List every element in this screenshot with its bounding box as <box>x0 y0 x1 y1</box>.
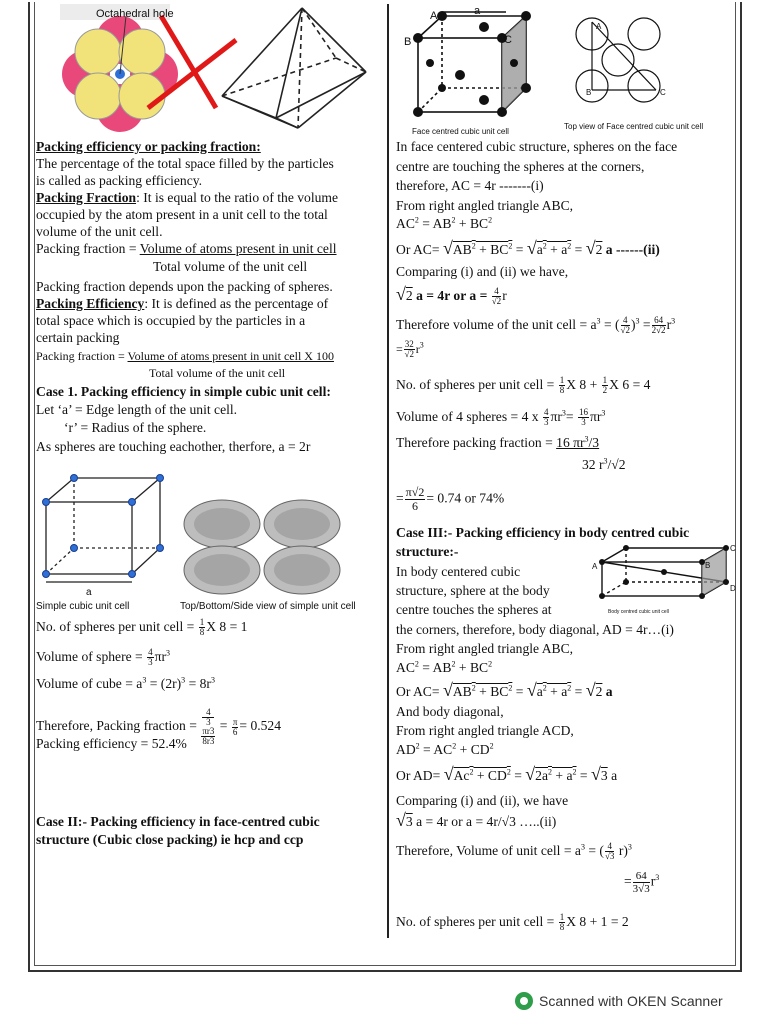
fcc-a-eq: √2 a = 4r or a = $\frac{4}{√2}$ r <box>396 284 507 307</box>
fcc-text-2: centre are touching the spheres at the corners, <box>396 159 645 174</box>
bcc-or-ad: Or $AD= √Ac^2 + CD^2 = √2a^2 + a^2 = √3$ a <box>396 764 618 784</box>
peff-formula-lhs: Packing fraction = <box>36 349 128 363</box>
peff-def-3: certain packing <box>36 330 120 345</box>
bcc-caption: Body centred cubic unit cell <box>608 609 669 615</box>
vol-cube: Volume of cube = a <box>36 676 143 691</box>
column-divider <box>387 4 389 938</box>
fcc-volume-2: = $\frac{32}{√2}$ $r^3$ <box>396 339 424 360</box>
bcc-ad2-eq: $AD^2 = AC^2 + CD^2$ <box>396 741 494 757</box>
octa-label: Octahedral hole <box>96 8 174 20</box>
fcc-triangle: From right angled triangle ABC, <box>396 198 574 213</box>
bcc-volume-2: = $\frac{64}{3√3}$ $r^3$ <box>624 870 660 895</box>
pf-def-2: occupied by the atom present in a unit cell to the total <box>36 207 328 222</box>
pe-def-2: is called as packing efficiency. <box>36 173 203 188</box>
spheres-sc-lhs: No. of spheres per unit cell = <box>36 619 198 634</box>
top-A-label: A <box>596 22 602 31</box>
case1-touching: As spheres are touching eachother, therfore, a = 2r <box>36 439 311 454</box>
sc-a-label: a <box>86 587 92 598</box>
bcc-text-1: In body centered cubic <box>396 564 521 579</box>
fcc-volume: Therefore volume of the unit cell = $a^3$ = ( $\frac{4}{√2}$ )$^3$ = $\frac{64}{2√2}$ $r^3$ <box>396 315 676 336</box>
case1-heading: Case 1. Packing efficiency in simple cubic unit cell: <box>36 384 331 399</box>
bcc-or-ac: Or $AC= √AB^2 + BC^2 = √a^2 + a^2 = √2$ a <box>396 680 613 700</box>
pf-term: Packing Fraction <box>36 190 137 205</box>
top-B-label: B <box>586 88 592 97</box>
vol-sphere-rhs: πr <box>154 649 166 664</box>
case1-let-a: Let ‘a’ = Edge length of the unit cell. <box>36 402 238 417</box>
fcc-compare: Comparing (i) and (ii) we have, <box>396 264 569 279</box>
peff-sc: Packing efficiency = 52.4% <box>36 736 187 751</box>
peff-def-2: total space which is occupied by the particles in a <box>36 313 306 328</box>
bcc-ac2-eq: $AC^2 = AB^2 + BC^2$ <box>396 659 493 675</box>
pf-sc-fraction: 4 3 πr3 8r3 <box>202 707 215 746</box>
fcc-spheres: No. of spheres per unit cell = $\frac{1}{8}$ X 8 + $\frac{1}{2}$ X 6 = 4 <box>396 375 651 396</box>
octahedron-shape <box>222 8 366 128</box>
bcc-spheres: No. of spheres per unit cell = $\frac{1}{8}$ X 8 + 1 = 2 <box>396 912 629 933</box>
pe-def-1: The percentage of the total space filled by the particles <box>36 156 334 171</box>
fcc-pf: Therefore packing fraction = 16 $\pi r^3/3$ <box>396 434 600 450</box>
fcc-vol-4-spheres: Volume of 4 spheres = 4 x $\frac{4}{3}$ $\pi r^3=$ $\frac{16}{3}$ $\pi r^3$ <box>396 407 606 428</box>
bcc-text-2: structure, sphere at the body <box>396 583 550 598</box>
bcc-heading-1: Case III:- Packing efficiency in body centred cubic <box>396 525 690 540</box>
spheres-sc-rhs: X 8 = 1 <box>206 619 248 634</box>
sphere-y4 <box>119 73 165 119</box>
top-C-label: C <box>660 88 666 97</box>
pf-sc-rhs: = 0.524 <box>239 718 282 734</box>
octahedral-hole-figure <box>36 0 381 135</box>
fcc-A-label: A <box>430 10 438 22</box>
bcc-diagonal: And body diagonal, <box>396 704 504 719</box>
bcc-text-4: the corners, therefore, body diagonal, AD = 4r…(i) <box>396 622 674 637</box>
bcc-unit-cell-figure <box>596 542 736 612</box>
top-view-caption: Top view of Face centred cubic unit cell <box>564 122 704 131</box>
fcc-text-3: therefore, AC = 4r -------(i) <box>396 178 544 193</box>
pf-sc-lhs: Therefore, Packing fraction = <box>36 718 201 734</box>
pf-def-3: volume of the unit cell. <box>36 224 163 239</box>
bcc-triangle: From right angled triangle ABC, <box>396 641 574 656</box>
peff-def-1: : It is defined as the percentage of <box>144 296 329 311</box>
pf-def-1: : It is equal to the ratio of the volume <box>136 190 339 205</box>
fcc-B-label: B <box>404 36 412 48</box>
fcc-or-ac: Or $AC= √AB^2 + BC^2 = √a^2 + a^2 = √2$ a ------(ii) <box>396 238 660 258</box>
bcc-A-label: A <box>592 562 598 571</box>
pf-formula-lhs: Packing fraction = <box>36 241 140 256</box>
bcc-compare: Comparing (i) and (ii), we have <box>396 793 569 808</box>
fcc-unit-cell-figure <box>396 0 736 135</box>
fcc-pf-result: = $\frac{\pi√2}{6}$ = 0.74 or 74% <box>396 485 505 513</box>
sphere-y2 <box>119 29 165 75</box>
peff-formula-num: Volume of atoms present in unit cell X 100 <box>127 349 334 363</box>
pf-formula-den: Total volume of the unit cell <box>153 259 308 274</box>
sphere-y1 <box>75 29 121 75</box>
scanner-text: Scanned with OKEN Scanner <box>539 993 723 1009</box>
sphere-y3 <box>75 73 121 119</box>
pf-sc-pi-six: $\frac{\pi}{6}$ <box>232 716 238 737</box>
oken-scanner-logo-icon <box>515 992 533 1010</box>
bcc-text-3: centre touches the spheres at <box>396 602 552 617</box>
vol-sphere-fraction: $\frac{4}{3}$ <box>148 647 153 668</box>
bcc-B-label: B <box>705 561 711 570</box>
bcc-D-label: D <box>730 584 736 593</box>
fcc-ac2-eq: $AC^2 = AB^2 + BC^2$ <box>396 215 493 231</box>
bcc-triangle-2: From right angled triangle ACD, <box>396 723 574 738</box>
case2-heading-1: Case II:- Packing efficiency in face-centred cubic <box>36 814 320 829</box>
pe-heading: Packing efficiency or packing fraction: <box>36 139 261 154</box>
bcc-volume: Therefore, Volume of unit cell = $a^3$ = ( $\frac{4}{√3}$ r)$^3$ <box>396 841 632 862</box>
bcc-a-eq: √3 a = 4r or a = 4r/√3 …..(ii) <box>396 810 557 830</box>
case1-let-r: ‘r’ = Radius of the sphere. <box>64 420 207 435</box>
case2-heading-2: structure (Cubic close packing) ie hcp and ccp <box>36 832 304 847</box>
simple-cubic-figure <box>36 470 381 590</box>
peff-formula-den: Total volume of the unit cell <box>149 366 286 380</box>
fcc-C-label: C <box>504 34 512 46</box>
fcc-pf-den: 32 $r^3/√2$ <box>582 456 626 472</box>
vol-sphere-lhs: Volume of sphere = <box>36 649 147 664</box>
fcc-a-label: a <box>474 5 481 17</box>
pf-formula-num: Volume of atoms present in unit cell <box>139 241 337 256</box>
fcc-caption: Face centred cubic unit cell <box>412 127 509 136</box>
sc-view-caption: Top/Bottom/Side view of simple unit cell <box>180 601 356 612</box>
sc-caption: Simple cubic unit cell <box>36 601 130 612</box>
pf-depends: Packing fraction depends upon the packing of spheres. <box>36 279 333 294</box>
bcc-heading-2: structure:- <box>396 544 459 559</box>
fcc-text-1: In face centered cubic structure, spheres on the face <box>396 139 678 154</box>
spheres-sc-fraction: $\frac{1}{8}$ <box>199 617 205 638</box>
bcc-C-label: C <box>730 544 736 553</box>
peff-term: Packing Efficiency <box>36 296 145 311</box>
